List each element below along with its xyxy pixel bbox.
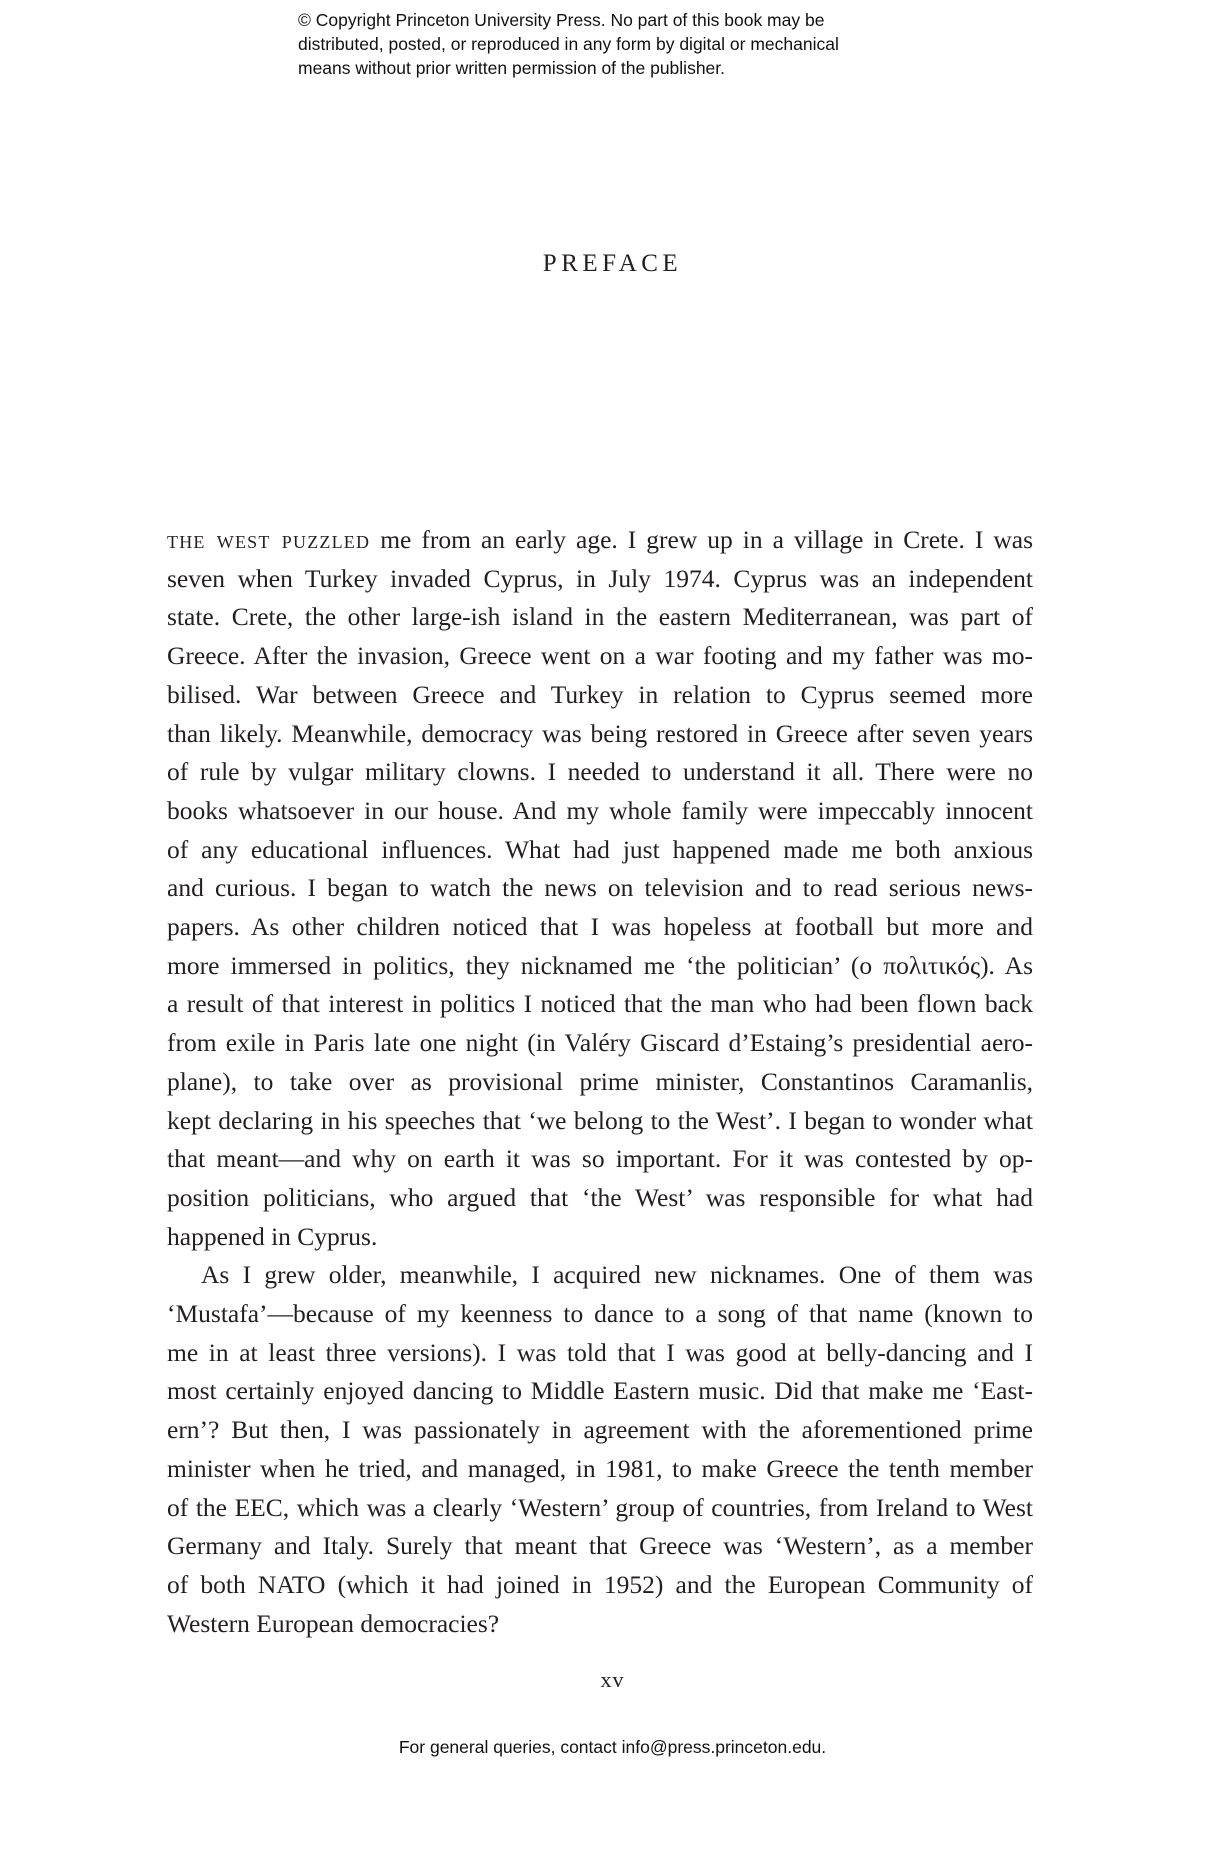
text-line: Western European democracies? bbox=[167, 1608, 500, 1638]
text-line: bilised. War between Greece and Turkey in relation to Cyprus seemed more bbox=[167, 679, 1033, 709]
chapter-title: PREFACE bbox=[542, 250, 683, 277]
text-line: me in at least three versions). I was told that I was good at belly-dancing and I bbox=[167, 1337, 1033, 1367]
copyright-line: means without prior written permission of the publisher. bbox=[298, 58, 726, 78]
text-line: a result of that interest in politics I noticed that the man who had been flown back bbox=[167, 989, 1033, 1019]
text-line: more immersed in politics, they nicknamed me ‘the politician’ (ο πολιτικός). As bbox=[167, 950, 1033, 980]
lead-in-smallcaps: the west puzzled bbox=[167, 525, 371, 554]
page-number: xv bbox=[600, 1667, 625, 1692]
text-line: papers. As other children noticed that I was hopeless at football but more and bbox=[167, 912, 1033, 942]
text-line: happened in Cyprus. bbox=[167, 1221, 378, 1251]
text-line: position politicians, who argued that ‘the West’ was responsible for what had bbox=[167, 1182, 1033, 1212]
text-line: minister when he tried, and managed, in 1981, to make Greece the tenth member bbox=[167, 1453, 1033, 1483]
text-line: Greece. After the invasion, Greece went on a war footing and my father was mo- bbox=[167, 641, 1033, 671]
text-line: ‘Mustafa’—because of my keenness to dance to a song of that name (known to bbox=[167, 1299, 1033, 1329]
text-line: that meant—and why on earth it was so important. For it was contested by op- bbox=[167, 1144, 1033, 1174]
text-line: and curious. I began to watch the news on television and to read serious news- bbox=[167, 873, 1033, 903]
text-line: of any educational influences. What had just happened made me both anxious bbox=[167, 834, 1033, 864]
text-line: plane), to take over as provisional prime minister, Constantinos Caramanlis, bbox=[167, 1066, 1033, 1096]
text-line bbox=[167, 521, 1033, 560]
text-line: kept declaring in his speeches that ‘we belong to the West’. I began to wonder what bbox=[167, 1105, 1033, 1135]
copyright-line: © Copyright Princeton University Press. No part of this book may be bbox=[298, 10, 825, 30]
text-line: As I grew older, meanwhile, I acquired new nicknames. One of them was bbox=[201, 1260, 1033, 1290]
text-line: ern’? But then, I was passionately in agreement with the aforementioned prime bbox=[167, 1415, 1033, 1445]
copyright-notice bbox=[298, 8, 938, 80]
text-line: books whatsoever in our house. And my whole family were impeccably innocent bbox=[167, 795, 1033, 825]
text-line: state. Crete, the other large-ish island in the eastern Mediterranean, was part of bbox=[167, 602, 1033, 632]
text-line: from exile in Paris late one night (in Valéry Giscard d’Estaing’s presidential aero- bbox=[167, 1028, 1033, 1058]
text-line: of the EEC, which was a clearly ‘Western’ group of countries, from Ireland to West bbox=[167, 1492, 1033, 1522]
copyright-line: distributed, posted, or reproduced in any form by digital or mechanical bbox=[298, 34, 839, 54]
paragraph-2 bbox=[167, 1256, 1033, 1643]
text-line: than likely. Meanwhile, democracy was being restored in Greece after seven years bbox=[167, 718, 1033, 748]
paragraph-1 bbox=[167, 521, 1033, 1256]
text-line: seven when Turkey invaded Cyprus, in July 1974. Cyprus was an independent bbox=[167, 563, 1033, 593]
text-line: Germany and Italy. Surely that meant that Greece was ‘Western’, as a member bbox=[167, 1531, 1033, 1561]
body-text bbox=[167, 521, 1033, 1643]
text-line-rest: me from an early age. I grew up in a village in Crete. I was bbox=[370, 525, 1033, 554]
footer-contact: For general queries, contact info@press.princeton.edu. bbox=[398, 1737, 827, 1757]
text-line: of both NATO (which it had joined in 1952) and the European Community of bbox=[167, 1569, 1033, 1599]
text-line: of rule by vulgar military clowns. I needed to understand it all. There were no bbox=[167, 757, 1033, 787]
text-line: most certainly enjoyed dancing to Middle Eastern music. Did that make me ‘East- bbox=[167, 1376, 1033, 1406]
